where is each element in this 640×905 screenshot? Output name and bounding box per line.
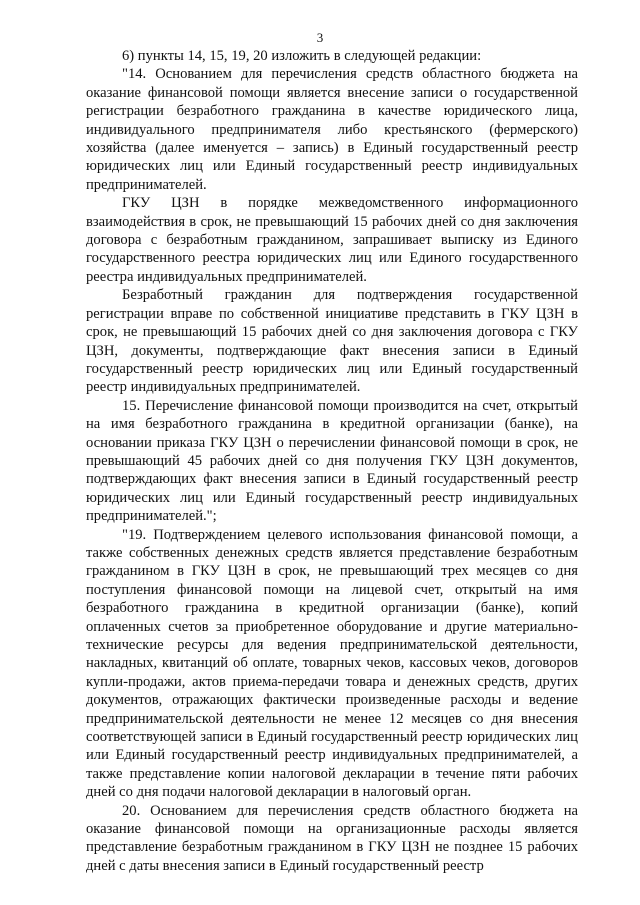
paragraph-item-19: "19. Подтверждением целевого использования финансовой помощи, а также собственных денежных средств является представление безработным гражданином в ГКУ ЦЗН в срок, не превышающий трех месяцев со дня поступления финансовой помощи на лицевой счет, открытый на имя безработного гражданина в кредитной организации (банке), копий оплаченных счетов за приобретенное оборудование и другие материально-технические ресурсы для ведения предпринимательской деятельности, накладных, квитанций об оплате, товарных чеков, кассовых чеков, договоров купли-продажи, актов приема-передачи товара и денежных средств, других документов, отражающих фактически произведенные расходы и ведение предпринимательской деятельности не менее 12 месяцев со дня внесения соответствующей записи в Единый государственный реестр юридических лиц или Единый государственный реестр индивидуальных предпринимателей, а также представление копии налоговой декларации в течение пяти рабочих дней со дня подачи налоговой декларации в налоговый орган. xyxy=(86,526,578,801)
document-body xyxy=(86,47,578,875)
page-number: 3 xyxy=(316,30,324,45)
paragraph-item-14-request: ГКУ ЦЗН в порядке межведомственного информационного взаимодействия в срок, не превышающий 15 рабочих дней со дня заключения договора с безработным гражданином, запрашивает выписку из Единого государственного реестра юридических лиц или Единого государственного реестра индивидуальных предпринимателей. xyxy=(86,195,578,285)
paragraph-item-15: 15. Перечисление финансовой помощи производится на счет, открытый на имя безработного гражданина в кредитной организации (банке), на основании приказа ГКУ ЦЗН о перечислении финансовой помощи в срок, не превышающий 45 рабочих дней со дня получения ГКУ ЦЗН документов, подтверждающих факт внесения записи в Единый государственный реестр юридических лиц или Единый государственный реестр индивидуальных предпринимателей."; xyxy=(86,397,578,525)
paragraph-intro: 6) пункты 14, 15, 19, 20 изложить в следующей редакции: xyxy=(122,48,482,64)
paragraph-item-20: 20. Основанием для перечисления средств областного бюджета на оказание финансовой помощи на организационные расходы является представление безработным гражданином в ГКУ ЦЗН не позднее 15 рабочих дней с даты внесения записи в Единый государственный реестр xyxy=(86,802,578,874)
paragraph-item-14-initiative: Безработный гражданин для подтверждения государственной регистрации вправе по собственной инициативе представить в ГКУ ЦЗН в срок, не превышающий 15 рабочих дней со дня заключения договора с ГКУ ЦЗН, документы, подтверждающие факт внесения записи в Единый государственный реестр юридических лиц или Единый государственный реестр индивидуальных предпринимателей. xyxy=(86,287,578,396)
paragraph-item-14: "14. Основанием для перечисления средств областного бюджета на оказание финансовой помощи является внесение записи о государственной регистрации безработного гражданина в качестве юридического лица, индивидуального предпринимателя либо крестьянского (фермерского) хозяйства (далее именуется – запись) в Единый государственный реестр юридических лиц или Единый государственный реестр индивидуальных предпринимателей. xyxy=(86,66,578,193)
